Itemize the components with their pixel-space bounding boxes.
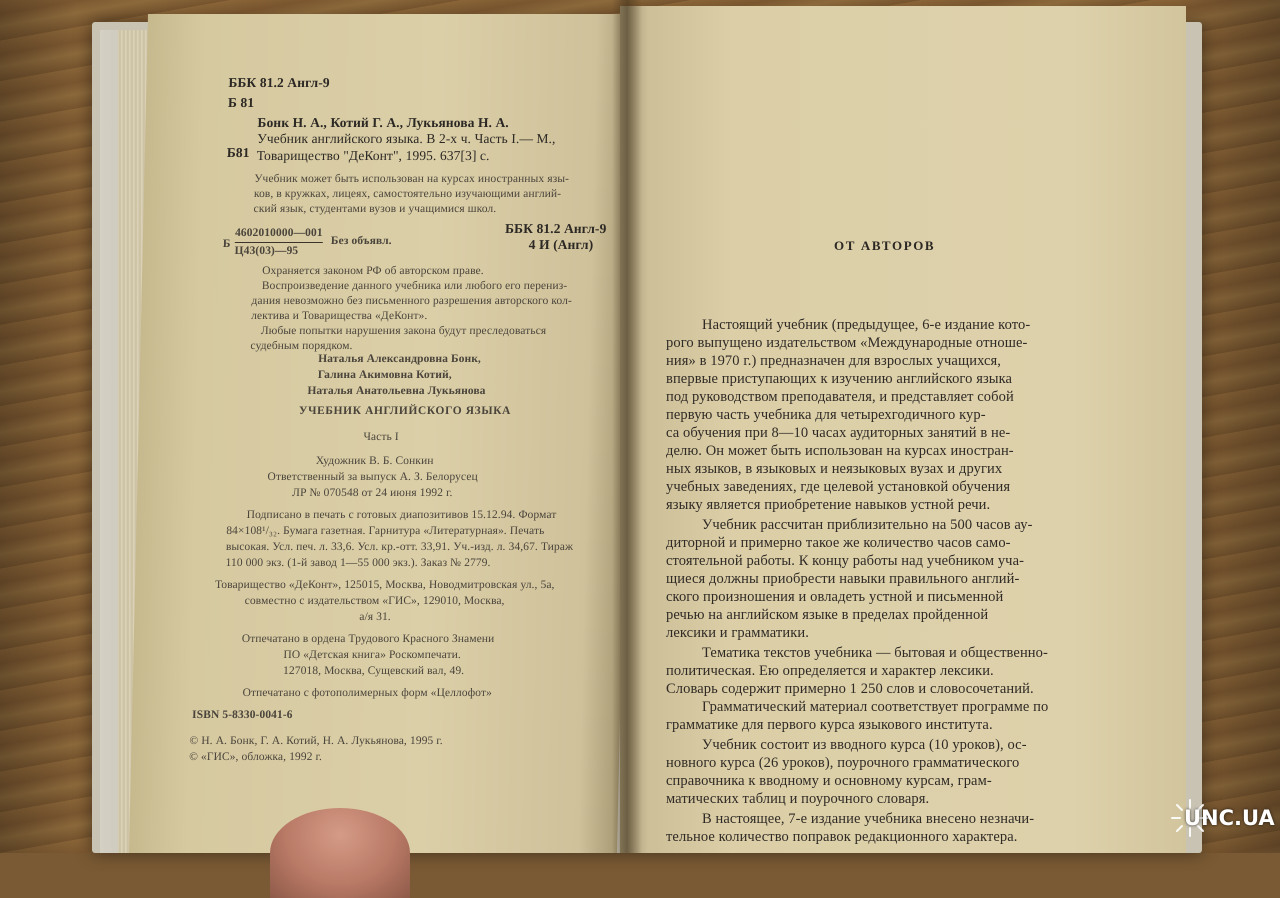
copyright-notice-line: судебным порядком. <box>250 340 353 352</box>
printed-by-line: 127018, Москва, Сущевский вал, 49. <box>282 665 465 677</box>
foreword-line: тельное количество поправок редакционного характера. <box>666 829 1018 845</box>
printed-by-line: ПО «Детская книга» Роскомпечати. <box>283 649 462 661</box>
bbk-code-top: ББК 81.2 Англ-9 <box>228 75 330 90</box>
thumb <box>270 808 410 898</box>
code-numerator: 4602010000—001 <box>235 228 323 243</box>
foreword-heading: ОТ АВТОРОВ <box>834 238 936 253</box>
address-line: совместно с издательством «ГИС», 129010, Москва, <box>244 595 505 607</box>
print-info-line: Подписано в печать с готовых диапозитивов 15.12.94. Формат <box>246 509 557 521</box>
copyright-line: © Н. А. Бонк, Г. А. Котий, Н. А. Лукьянова, 1995 г. <box>189 735 443 747</box>
book-gutter <box>612 0 642 853</box>
print-info-line: 110 000 экз. (1-й завод 1—55 000 экз.). Заказ № 2779. <box>225 557 491 569</box>
code-4i: 4 И (Англ) <box>528 237 594 252</box>
foreword-line: ского произношения и овладеть устной и письменной <box>666 589 1004 605</box>
foreword-line: диторной и примерно такое же количество часов само- <box>666 535 1011 551</box>
copyright-notice-line: Любые попытки нарушения закона будут преследоваться <box>260 325 547 337</box>
foreword-line: Настоящий учебник (предыдущее, 6-е издание кото- <box>702 317 1031 333</box>
address-line: а/я 31. <box>359 611 391 623</box>
responsible-credit: Ответственный за выпуск А. З. Белорусец <box>267 471 478 483</box>
author-full-name: Галина Акимовна Котий, <box>317 369 452 381</box>
foreword-line: Учебник рассчитан приблизительно на 500 часов ау- <box>702 517 1033 533</box>
foreword-line: политическая. Ею определяется и характер лексики. <box>666 663 994 679</box>
b81-code-side: Б81 <box>226 145 250 160</box>
foreword-line: ния» в 1970 г.) предназначен для взрослых учащихся, <box>666 353 1002 369</box>
isbn: ISBN 5-8330-0041-6 <box>191 709 293 721</box>
foreword-line: справочника к вводному и основному курсам, грам- <box>666 773 992 789</box>
foreword-line: учебных заведениях, где целевой установкой обучения <box>666 479 1011 495</box>
code-b: Б <box>222 238 231 250</box>
foreword-line: Грамматический материал соответствует программе по <box>702 699 1049 715</box>
authors-line: Бонк Н. А., Котий Г. А., Лукьянова Н. А. <box>257 115 510 130</box>
printed-forms: Отпечатано с фотополимерных форм «Целлофот» <box>242 687 493 699</box>
foreword-line: грамматике для первого курса языкового института. <box>666 717 993 733</box>
foreword-line: лексики и грамматики. <box>666 625 809 641</box>
book-part: Часть I <box>363 431 399 443</box>
foreword-line: Словарь содержит примерно 1 250 слов и словосочетаний. <box>666 681 1034 697</box>
foreword-line: под руководством преподавателя, и представляет собой <box>666 389 1014 405</box>
copyright-notice-line: Воспроизведение данного учебника или любого его перениз- <box>261 280 568 292</box>
print-info-line: высокая. Усл. печ. л. 33,6. Усл. кр.-отт. 33,91. Уч.-изд. л. 34,67. Тираж <box>225 541 574 553</box>
code-note: Без объявл. <box>330 235 392 247</box>
foreword-line: са обучения при 8—10 часах аудиторных занятий в не- <box>666 425 1011 441</box>
printed-by-line: Отпечатано в ордена Трудового Красного Знамени <box>241 633 495 645</box>
book-title: УЧЕБНИК АНГЛИЙСКОГО ЯЗЫКА <box>298 405 512 417</box>
b81-code-top: Б 81 <box>227 95 255 110</box>
left-page <box>129 14 636 853</box>
foreword-line: делю. Он может быть использован на курсах иностран- <box>666 443 1014 459</box>
code-denominator: Ц43(03)—95 <box>234 245 299 257</box>
copyright-notice-line: лектива и Товарищества «ДеКонт». <box>251 310 428 322</box>
foreword-line: Учебник состоит из вводного курса (10 уроков), ос- <box>702 737 1027 753</box>
foreword-line: щиеся должны приобрести навыки правильного англий- <box>666 571 1020 587</box>
foreword-line: впервые приступающих к изучению английского языка <box>666 371 1013 387</box>
watermark-logo <box>1168 796 1278 840</box>
foreword-line: языку является приобретение навыков устной речи. <box>666 497 991 513</box>
annotation-line: Учебник может быть использован на курсах иностранных язы- <box>254 173 570 185</box>
foreword-line: ных языков, в языковых и неязыковых вузах и других <box>666 461 1003 477</box>
foreword-line: первую часть учебника для четырехгодичного кур- <box>666 407 986 423</box>
foreword-line: стоятельной работы. К концу работы над учебником уча- <box>666 553 1025 569</box>
foreword-line: В настоящее, 7-е издание учебника внесено незначи- <box>702 811 1035 827</box>
right-page <box>620 6 1186 853</box>
bbk-code-bottom: ББК 81.2 Англ-9 <box>504 221 607 236</box>
foreword-line: Тематика текстов учебника — бытовая и общественно- <box>702 645 1048 661</box>
author-full-name: Наталья Александровна Бонк, <box>318 353 482 365</box>
publisher-line: Товарищество "ДеКонт", 1995. 637[3] с. <box>256 148 490 163</box>
foreword-line: матических таблиц и поурочного словаря. <box>666 791 930 807</box>
foreword-line: речью на английском языке в пределах пройденной <box>666 607 989 623</box>
artist-credit: Художник В. Б. Сонкин <box>315 455 434 467</box>
foreword-line: рого выпущено издательством «Международные отноше- <box>666 335 1028 351</box>
copyright-line: © «ГИС», обложка, 1992 г. <box>189 751 323 763</box>
copyright-notice-line: Охраняется законом РФ об авторском праве. <box>262 265 484 277</box>
license-number: ЛР № 070548 от 24 июня 1992 г. <box>291 487 453 499</box>
print-info-line: 84×108¹/₃₂. Бумага газетная. Гарнитура «Литературная». Печать <box>226 525 545 537</box>
foreword-line: новного курса (26 уроков), поурочного грамматического <box>666 755 1020 771</box>
author-full-name: Наталья Анатольевна Лукьянова <box>307 385 486 397</box>
copyright-notice-line: дания невозможно без письменного разрешения авторского кол- <box>251 295 573 307</box>
annotation-line: ский язык, студентами вузов и учащимися школ. <box>253 203 497 215</box>
watermark-text: UNC.UA <box>1184 806 1275 830</box>
title-line: Учебник английского языка. В 2-х ч. Часть I.— М., <box>257 131 556 146</box>
annotation-line: ков, в кружках, лицеях, самостоятельно изучающими англий- <box>253 188 562 200</box>
address-line: Товарищество «ДеКонт», 125015, Москва, Новодмитровская ул., 5а, <box>214 579 555 591</box>
